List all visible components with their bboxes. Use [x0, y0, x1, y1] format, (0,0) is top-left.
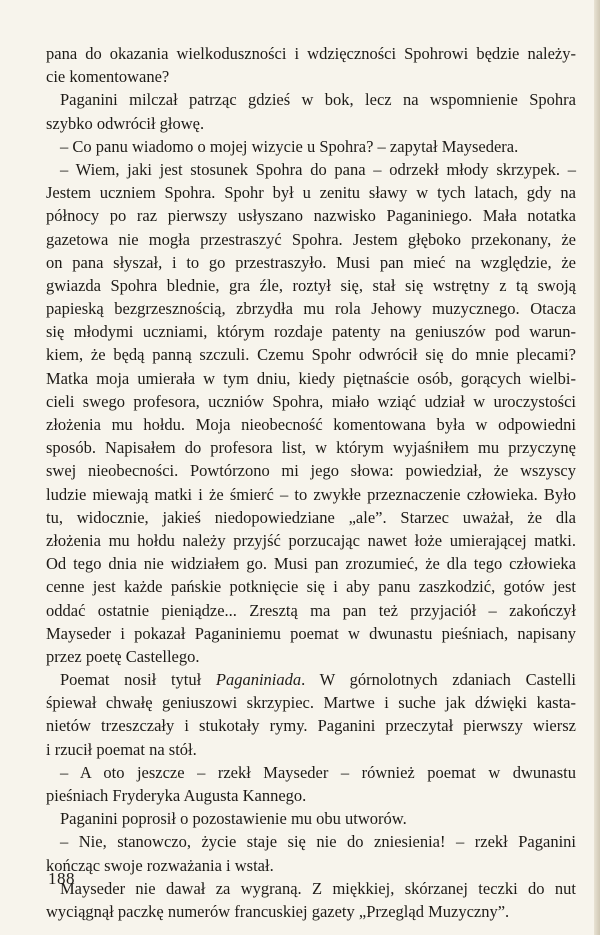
page-edge	[594, 0, 600, 935]
text-line: papieską bezgrzesznością, zbrzydła mu rola Jehowy muzycznego. Otacza	[46, 299, 576, 319]
text-line: i rzucił poemat na stół.	[46, 739, 197, 759]
text-line: północy po raz pierwszy usłyszano nazwisko Paganiniego. Mała notatka	[46, 206, 576, 226]
page-number: 188	[48, 869, 75, 888]
text-line: wyciągnął paczkę numerów francuskiej gazety „Przegląd Muzyczny”.	[46, 901, 510, 921]
text-line: – Wiem, jaki jest stosunek Spohra do pana – odrzekł młody skrzypek. –	[60, 159, 576, 179]
text-line: Mayseder nie dawał za wygraną. Z miękkiej, skórzanej teczki do nut	[60, 878, 576, 898]
text-line: Od tego dnia nie widziałem go. Musi pan zrozumieć, że dla tego człowieka	[46, 554, 576, 574]
text-line: śpiewał chwałę geniuszowi skrzypiec. Martwe i suche jak dźwięki kasta-	[46, 693, 576, 713]
text-line: tu, widocznie, jakieś niedopowiedziane „ale”. Starzec uważał, że dla	[46, 507, 576, 527]
text-line: – A oto jeszcze – rzekł Mayseder – również poemat w dwunastu	[60, 762, 576, 782]
text-line: Jestem uczniem Spohra. Spohr był u zenitu sławy w tych latach, gdy na	[46, 183, 576, 203]
text-line: kończąc swoje rozważania i wstał.	[46, 855, 274, 875]
poem-title: Paganiniada	[215, 670, 302, 690]
text-line: – Co panu wiadomo o mojej wizycie u Spohra? – zapytał Maysedera.	[60, 136, 519, 156]
text-line: Poemat nosił tytuł Paganiniada. W górnolotnych zdaniach Castelli	[60, 670, 576, 690]
text-line: gwiazda Spohra blednie, gra źle, roztył się, stał się wstrętny z tą swoją	[46, 275, 576, 295]
text-line: Paganini milczał patrząc gdzieś w bok, lecz na wspomnienie Spohra	[60, 90, 576, 110]
text-line: przez poetę Castellego.	[46, 646, 200, 666]
text-line: Paganini poprosił o pozostawienie mu obu utworów.	[60, 809, 407, 829]
text-line: sposób. Napisałem do profesora list, w którym wyjaśniłem mu przyczynę	[46, 438, 576, 458]
text-line: złożenia mu hołdu. Moja nieobecność komentowana była w odpowiedni	[46, 415, 576, 434]
text-line: gazetowa nie mogła przestraszyć Spohra. Jestem głęboko przekonany, że	[46, 229, 576, 249]
text-line: kiem, że będą panną szczuli. Czemu Spohr odwrócił się do mnie plecami?	[46, 345, 576, 365]
text-line: cenne jest każde pańskie potknięcie się i aby panu zaszkodzić, gotów jest	[46, 577, 576, 597]
text-line: nietów trzeszczały i stukotały rymy. Paganini przeczytał pierwszy wiersz	[46, 716, 576, 736]
text-line: cie komentowane?	[46, 67, 170, 87]
text-line: – Nie, stanowczo, życie staje się nie do zniesienia! – rzekł Paganini	[60, 832, 576, 852]
text-line: on pana słyszał, i to go przestraszyło. Musi pan mieć na względzie, że	[46, 252, 576, 272]
text-line: oddać ostatnie pieniądze... Zresztą ma pan też przyjaciół – zakończył	[46, 600, 576, 620]
text-line: Matka moja umierała w tym dniu, kiedy piętnaście osób, gorących wielbi-	[46, 368, 576, 388]
text-line: szybko odwrócił głowę.	[46, 113, 205, 133]
text-line: cieli swego profesora, uczniów Spohra, miało wziąć udział w uroczystości	[46, 391, 576, 411]
text-line: pieśniach Fryderyka Augusta Kannego.	[46, 786, 307, 805]
text-line: swej nieobecności. Powtórzono mi jego słowa: powiedział, że wszyscy	[46, 461, 576, 481]
text-line: się młodymi uczniami, którym rozdaje patenty na geniuszów pod warun-	[46, 322, 576, 342]
text-line: złożenia mu hołdu należy przyjść porzucając nawet łoże umierającej matki.	[46, 530, 576, 550]
book-text	[46, 42, 576, 923]
text-line: ludzie miewają matki i że śmierć – to zwykłe przeznaczenie człowieka. Było	[46, 484, 576, 504]
text-line: pana do okazania wielkoduszności i wdzięczności Spohrowi będzie należy-	[46, 44, 576, 63]
text-line: Mayseder i pokazał Paganiniemu poemat w dwunastu pieśniach, napisany	[46, 623, 576, 643]
